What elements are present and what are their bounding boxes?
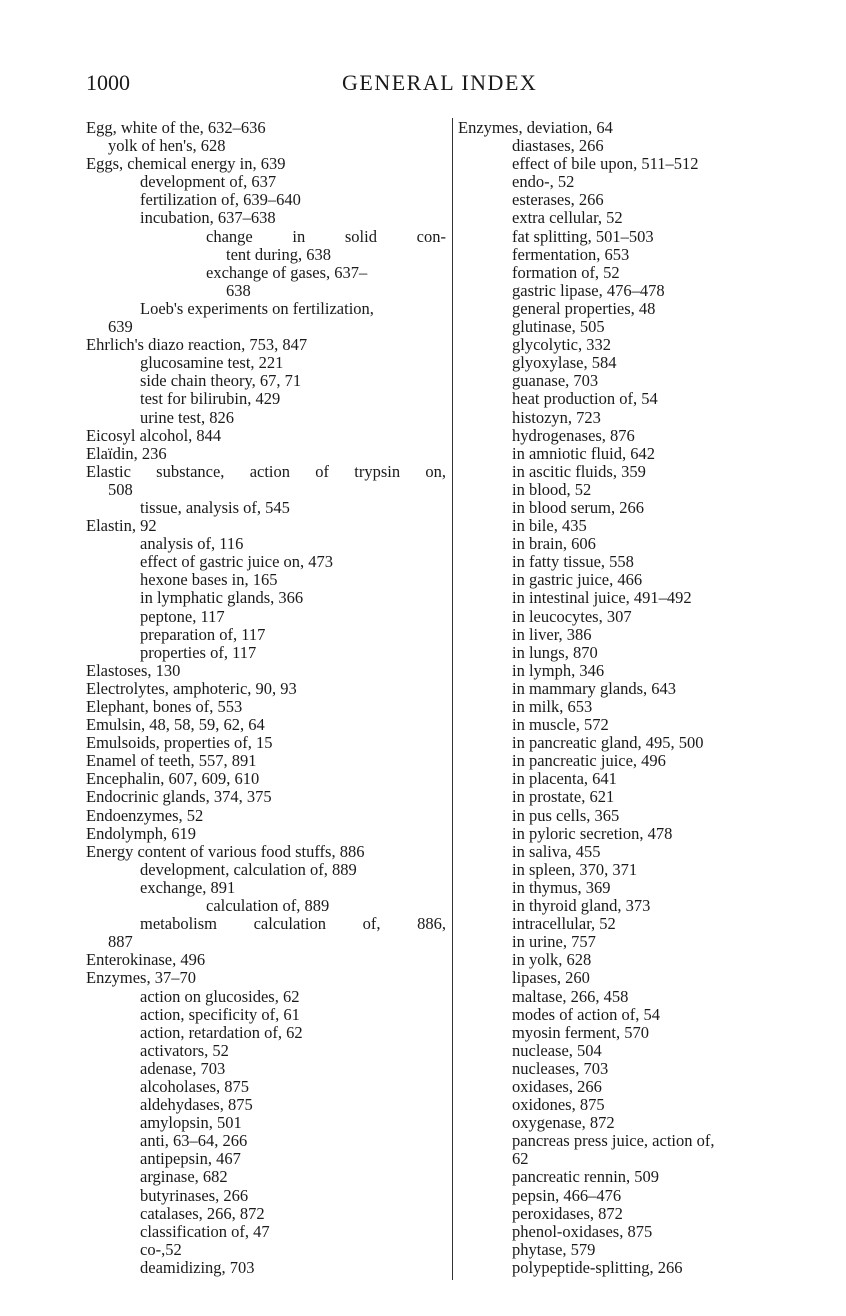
index-entry: glyoxylase, 584 xyxy=(512,353,617,373)
index-entry: histozyn, 723 xyxy=(512,407,601,427)
index-entry: alcoholases, 875 xyxy=(140,1076,250,1096)
index-entry-word: Elastic xyxy=(86,461,131,481)
index-entry: in intestinal juice, 491–492 xyxy=(512,588,692,608)
index-entry: butyrinases, 266 xyxy=(140,1185,249,1205)
index-entry: Elaïdin, 236 xyxy=(86,443,167,463)
index-entry: tent during, 638 xyxy=(226,244,331,264)
index-entry: Egg, white of the, 632–636 xyxy=(86,118,266,137)
index-entry: tissue, analysis of, 545 xyxy=(140,497,290,517)
index-entry: classification of, 47 xyxy=(140,1221,270,1241)
index-entry: esterases, 266 xyxy=(512,190,604,210)
index-entry xyxy=(86,463,446,481)
index-entry: activators, 52 xyxy=(140,1040,229,1060)
index-entry: in muscle, 572 xyxy=(512,715,609,735)
index-entry: endo-, 52 xyxy=(512,172,575,192)
index-entry-word: trypsin xyxy=(354,461,401,481)
index-entry: in lungs, 870 xyxy=(512,642,598,662)
index-entry: phenol-oxidases, 875 xyxy=(512,1221,653,1241)
index-entry: glucosamine test, 221 xyxy=(140,353,284,373)
index-entry: in brain, 606 xyxy=(512,534,596,554)
index-entry: peroxidases, 872 xyxy=(512,1203,623,1223)
index-entry: in lymph, 346 xyxy=(512,660,605,680)
index-entry: aldehydases, 875 xyxy=(140,1095,253,1115)
index-entry: 508 xyxy=(108,479,133,499)
index-entry: action on glucosides, 62 xyxy=(140,986,300,1006)
index-entry: general properties, 48 xyxy=(512,298,656,318)
index-entry-word: of xyxy=(315,461,330,481)
index-entry: nucleases, 703 xyxy=(512,1058,609,1078)
index-entry: Encephalin, 607, 609, 610 xyxy=(86,769,260,789)
index-entry: myosin ferment, 570 xyxy=(512,1022,650,1042)
index-entry: Eicosyl alcohol, 844 xyxy=(86,425,222,445)
index-entry: effect of bile upon, 511–512 xyxy=(512,154,699,174)
index-entry: yolk of hen's, 628 xyxy=(108,136,226,156)
index-entry: modes of action of, 54 xyxy=(512,1004,661,1024)
index-entry: test for bilirubin, 429 xyxy=(140,389,281,409)
index-entry: in leucocytes, 307 xyxy=(512,606,632,626)
page-header xyxy=(86,70,786,96)
index-column-left xyxy=(86,119,446,1277)
index-entry: hexone bases in, 165 xyxy=(140,570,278,590)
index-entry xyxy=(86,915,446,933)
index-entry: phytase, 579 xyxy=(512,1239,596,1259)
index-entry: amylopsin, 501 xyxy=(140,1113,242,1133)
index-entry: pancreatic rennin, 509 xyxy=(512,1167,660,1187)
index-entry: in pancreatic gland, 495, 500 xyxy=(512,733,704,753)
index-entry: effect of gastric juice on, 473 xyxy=(140,552,334,572)
index-entry: in spleen, 370, 371 xyxy=(512,859,638,879)
index-entry: development, calculation of, 889 xyxy=(140,859,357,879)
index-entry: exchange, 891 xyxy=(140,877,236,897)
index-entry: fertilization of, 639–640 xyxy=(140,190,301,210)
index-entry: diastases, 266 xyxy=(512,136,604,156)
index-entry: hydrogenases, 876 xyxy=(512,425,635,445)
column-divider xyxy=(452,118,453,1280)
index-entry: polypeptide-splitting, 266 xyxy=(512,1257,683,1277)
index-entry: glutinase, 505 xyxy=(512,317,605,337)
index-entry: in pyloric secretion, 478 xyxy=(512,823,673,843)
index-column-right xyxy=(458,119,818,1277)
index-entry-word: con- xyxy=(416,226,446,246)
index-entry: Elephant, bones of, 553 xyxy=(86,697,243,716)
index-entry: action, specificity of, 61 xyxy=(140,1004,300,1024)
index-entry: in thyroid gland, 373 xyxy=(512,896,651,916)
index-entry: nuclease, 504 xyxy=(512,1040,602,1060)
index-entry: 887 xyxy=(108,932,133,952)
index-entry: intracellular, 52 xyxy=(512,914,616,934)
index-entry: Ehrlich's diazo reaction, 753, 847 xyxy=(86,335,308,355)
index-entry-word: of, xyxy=(362,914,381,934)
index-entry: action, retardation of, 62 xyxy=(140,1022,303,1042)
index-entry: oxidases, 266 xyxy=(512,1076,602,1096)
index-entry: Emulsin, 48, 58, 59, 62, 64 xyxy=(86,715,265,735)
index-entry: catalases, 266, 872 xyxy=(140,1203,265,1223)
index-entry: pancreas press juice, action of, xyxy=(512,1131,715,1151)
index-entry: Elastoses, 130 xyxy=(86,660,181,680)
index-entry: peptone, 117 xyxy=(140,606,225,626)
index-entry: deamidizing, 703 xyxy=(140,1257,255,1277)
index-entry: in bile, 435 xyxy=(512,516,587,536)
index-entry: in amniotic fluid, 642 xyxy=(512,443,655,463)
index-entry: formation of, 52 xyxy=(512,262,620,282)
index-entry: anti, 63–64, 266 xyxy=(140,1131,248,1151)
index-entry: in fatty tissue, 558 xyxy=(512,552,634,572)
index-entry-word: in xyxy=(292,226,306,246)
index-entry: fat splitting, 501–503 xyxy=(512,226,654,246)
page-number: 1000 xyxy=(86,70,130,95)
index-entry: Enamel of teeth, 557, 891 xyxy=(86,751,257,771)
index-entry: in placenta, 641 xyxy=(512,769,617,789)
index-entry: extra cellular, 52 xyxy=(512,208,623,228)
index-entry: lipases, 260 xyxy=(512,968,590,988)
index-entry: Electrolytes, amphoteric, 90, 93 xyxy=(86,678,297,698)
index-entry: analysis of, 116 xyxy=(140,534,244,554)
index-entry: oxidones, 875 xyxy=(512,1095,605,1115)
index-entry: co-,52 xyxy=(140,1239,182,1259)
index-entry: Loeb's experiments on fertilization, xyxy=(140,298,374,318)
index-entry: in urine, 757 xyxy=(512,932,596,952)
index-entry: exchange of gases, 637– xyxy=(206,262,368,282)
index-entry: Enzymes, 37–70 xyxy=(86,968,196,988)
index-entry: in ascitic fluids, 359 xyxy=(512,461,646,481)
index-entry: side chain theory, 67, 71 xyxy=(140,371,302,391)
index-entry: pepsin, 466–476 xyxy=(512,1185,622,1205)
index-entry: incubation, 637–638 xyxy=(140,208,276,228)
index-entry: in blood serum, 266 xyxy=(512,497,644,517)
index-entry: development of, 637 xyxy=(140,172,277,192)
index-entry: Emulsoids, properties of, 15 xyxy=(86,733,273,753)
index-entry: in liver, 386 xyxy=(512,624,592,644)
index-entry: adenase, 703 xyxy=(140,1058,226,1078)
index-entry: Energy content of various food stuffs, 886 xyxy=(86,841,365,861)
index-entry: in blood, 52 xyxy=(512,479,592,499)
index-entry-word: metabolism xyxy=(140,914,217,934)
index-entry-word: 886, xyxy=(417,914,446,934)
index-entry: oxygenase, 872 xyxy=(512,1113,615,1133)
index-entry: Enterokinase, 496 xyxy=(86,950,206,970)
index-entry: preparation of, 117 xyxy=(140,624,266,644)
index-entry-word: solid xyxy=(344,226,377,246)
index-entry: Elastin, 92 xyxy=(86,516,157,536)
index-entry-word: on, xyxy=(425,461,446,481)
index-entry: guanase, 703 xyxy=(512,371,599,391)
index-entry: arginase, 682 xyxy=(140,1167,228,1187)
index-entry: gastric lipase, 476–478 xyxy=(512,280,665,300)
index-entry: in milk, 653 xyxy=(512,697,593,716)
index-entry: in prostate, 621 xyxy=(512,787,615,807)
index-entry: 62 xyxy=(512,1149,529,1169)
index-entry: maltase, 266, 458 xyxy=(512,986,629,1006)
index-entry: Endocrinic glands, 374, 375 xyxy=(86,787,272,807)
running-title: GENERAL INDEX xyxy=(342,70,538,95)
index-entry: 639 xyxy=(108,317,133,337)
index-entry: in saliva, 455 xyxy=(512,841,601,861)
index-entry: in pancreatic juice, 496 xyxy=(512,751,666,771)
index-entry-word: calculation xyxy=(253,914,326,934)
index-entry: heat production of, 54 xyxy=(512,389,658,409)
index-entry-word: action xyxy=(249,461,291,481)
index-entry: Endoenzymes, 52 xyxy=(86,805,204,825)
index-entry: Enzymes, deviation, 64 xyxy=(458,118,613,137)
index-entry: in mammary glands, 643 xyxy=(512,678,677,698)
index-entry: properties of, 117 xyxy=(140,642,257,662)
index-entry: Endolymph, 619 xyxy=(86,823,196,843)
index-entry: fermentation, 653 xyxy=(512,244,630,264)
index-entry xyxy=(86,228,446,246)
index-entry: urine test, 826 xyxy=(140,407,234,427)
index-entry: antipepsin, 467 xyxy=(140,1149,241,1169)
index-entry-word: substance, xyxy=(156,461,225,481)
index-entry: in lymphatic glands, 366 xyxy=(140,588,304,608)
index-entry: in gastric juice, 466 xyxy=(512,570,643,590)
index-entry: in yolk, 628 xyxy=(512,950,592,970)
index-entry: glycolytic, 332 xyxy=(512,335,611,355)
index-entry: calculation of, 889 xyxy=(206,896,330,916)
index-entry: 638 xyxy=(226,280,251,300)
index-entry: in pus cells, 365 xyxy=(512,805,620,825)
index-entry: Eggs, chemical energy in, 639 xyxy=(86,154,286,174)
index-entry: in thymus, 369 xyxy=(512,877,611,897)
index-entry-word: change xyxy=(206,226,253,246)
